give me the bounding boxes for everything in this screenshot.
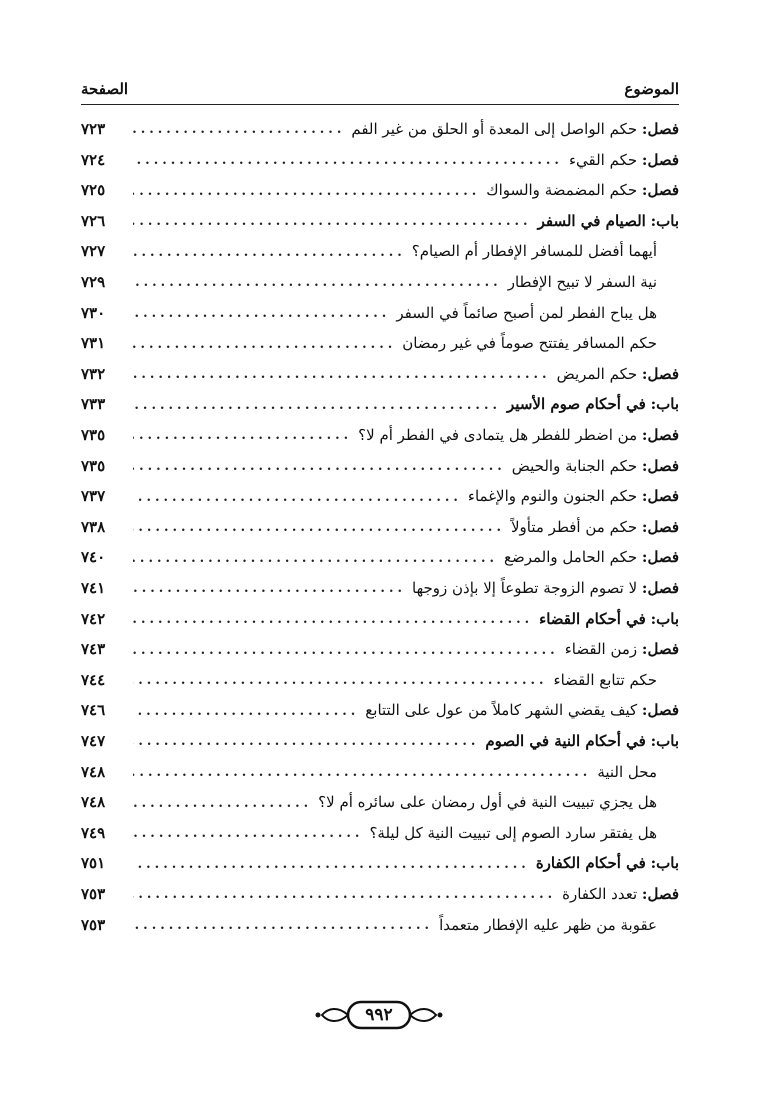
toc-entry-text: حكم المضمضة والسواك bbox=[486, 181, 638, 200]
dot-leader bbox=[133, 673, 548, 689]
toc-entry bbox=[81, 787, 679, 811]
dot-leader bbox=[133, 704, 359, 720]
toc-entry-title bbox=[345, 120, 679, 138]
toc-entry-text: هل يجزي تبييت النية في أول رمضان على سائره أم لا؟ bbox=[318, 793, 657, 812]
toc-entry-text: هل يفتقر سارد الصوم إلى تبييت النية كل ليلة؟ bbox=[369, 823, 657, 842]
toc-entry-page: ٧٢٥ bbox=[81, 181, 106, 200]
toc-entry-text: حكم من أفطر متأولاً bbox=[510, 517, 638, 536]
toc-entry bbox=[81, 298, 679, 322]
toc-entry bbox=[81, 481, 679, 505]
dot-leader bbox=[133, 428, 352, 444]
toc-entry-text: أيهما أفضل للمسافر الإفطار أم الصيام؟ bbox=[411, 242, 657, 261]
dot-leader bbox=[133, 826, 363, 842]
toc-entry bbox=[81, 910, 679, 934]
dot-leader bbox=[133, 337, 396, 353]
toc-entry-text: تعدد الكفارة bbox=[562, 885, 638, 903]
toc-entry-text: حكم الواصل إلى المعدة أو الحلق من غير الفم bbox=[351, 120, 638, 138]
dot-leader bbox=[133, 765, 591, 781]
toc-entry bbox=[81, 512, 679, 536]
toc-entry-title bbox=[533, 610, 679, 628]
toc-entry-label: فصل: bbox=[641, 885, 679, 903]
dot-leader bbox=[133, 275, 502, 291]
toc-entry-title bbox=[396, 334, 679, 352]
toc-entry-label: باب: bbox=[650, 395, 679, 414]
toc-entry-label: فصل: bbox=[641, 701, 679, 720]
toc-entry-title bbox=[559, 640, 679, 658]
toc-entry-label: باب: bbox=[650, 609, 679, 628]
toc-entry-text: في أحكام الكفارة bbox=[535, 854, 646, 873]
toc-entry-page: ٧٤٦ bbox=[81, 701, 106, 720]
toc-entry-text: حكم القيء bbox=[568, 150, 638, 169]
toc-entry-page: ٧٢٤ bbox=[81, 150, 106, 169]
dot-leader bbox=[133, 857, 530, 873]
toc-entry-title bbox=[498, 548, 679, 566]
dot-leader bbox=[133, 184, 480, 200]
dot-leader bbox=[133, 490, 462, 506]
toc-entry-text: حكم الجنون والنوم والإغماء bbox=[467, 487, 638, 506]
toc-entry-title bbox=[480, 181, 679, 199]
dot-leader bbox=[133, 643, 559, 659]
toc-entry-label: فصل: bbox=[641, 579, 679, 597]
toc-entry-text: زمن القضاء bbox=[564, 640, 638, 659]
toc-entry-page: ٧٥٣ bbox=[81, 915, 106, 934]
toc-entry bbox=[81, 389, 679, 413]
toc-entry-page: ٧٤٩ bbox=[81, 823, 106, 842]
toc-entry-page: ٧٥١ bbox=[81, 854, 106, 873]
toc-entry-page: ٧٤٧ bbox=[81, 732, 106, 750]
toc-entry-label: فصل: bbox=[641, 517, 679, 536]
toc-entry bbox=[81, 818, 679, 842]
toc-entry-text: حكم المريض bbox=[556, 364, 638, 383]
toc-entry bbox=[81, 145, 679, 169]
toc-entry-title bbox=[505, 518, 679, 536]
toc-entry-label: باب: bbox=[650, 854, 679, 873]
toc-entry-title bbox=[530, 854, 679, 872]
toc-entry-label: فصل: bbox=[641, 456, 679, 475]
toc-entry-page: ٧٣٣ bbox=[81, 395, 106, 414]
toc-entry-page: ٧٤٤ bbox=[81, 670, 106, 689]
dot-leader bbox=[133, 153, 563, 169]
toc-entry-text: حكم تتابع القضاء bbox=[553, 670, 657, 689]
toc-entry-title bbox=[433, 916, 679, 934]
toc-entry bbox=[81, 695, 679, 719]
toc-entry-title bbox=[462, 487, 679, 505]
toc-header bbox=[81, 78, 679, 102]
toc-entry bbox=[81, 175, 679, 199]
toc-entry-label: فصل: bbox=[641, 426, 679, 444]
toc-entry-title bbox=[352, 426, 679, 444]
toc-entry-text: في أحكام القضاء bbox=[539, 609, 646, 628]
toc-entry bbox=[81, 879, 679, 903]
dot-leader bbox=[133, 459, 506, 475]
toc-entry-page: ٧٤٨ bbox=[81, 793, 106, 812]
toc-entry bbox=[81, 359, 679, 383]
toc-entry-text: حكم الجنابة والحيض bbox=[511, 456, 638, 475]
toc-entry-title bbox=[406, 242, 679, 260]
toc-entry-page: ٧٢٣ bbox=[81, 120, 106, 138]
toc-entry-label: فصل: bbox=[641, 640, 679, 659]
toc-entry-page: ٧٣١ bbox=[81, 334, 106, 353]
toc-entry bbox=[81, 542, 679, 566]
dot-leader bbox=[133, 734, 479, 750]
dot-leader bbox=[133, 581, 406, 597]
toc-entry bbox=[81, 757, 679, 781]
toc-entry-page: ٧٣٨ bbox=[81, 517, 106, 536]
toc-entry-title bbox=[532, 212, 679, 230]
toc-entry-text: محل النية bbox=[597, 762, 657, 781]
toc-entry-page: ٧٣٧ bbox=[81, 487, 106, 506]
toc-entry-label: فصل: bbox=[641, 150, 679, 169]
toc-entry-text: عقوبة من ظهر عليه الإفطار متعمداً bbox=[439, 915, 657, 934]
toc-entry-page: ٧٤٨ bbox=[81, 762, 106, 781]
dot-leader bbox=[133, 551, 498, 567]
toc-entry bbox=[81, 236, 679, 260]
page-number: ٩٩٢ bbox=[365, 1005, 393, 1025]
toc-entry-page: ٧٢٩ bbox=[81, 273, 106, 291]
toc-entry-title bbox=[359, 701, 679, 719]
toc-entry-text: الصيام في السفر bbox=[537, 211, 646, 230]
toc-entry-title bbox=[556, 885, 679, 903]
page-number-ornament bbox=[0, 996, 759, 1036]
toc-entry-title bbox=[563, 151, 679, 169]
page-column-heading: الصفحة bbox=[81, 80, 129, 98]
dot-leader bbox=[133, 612, 533, 628]
dot-leader bbox=[133, 398, 501, 414]
toc-entry-label: باب: bbox=[650, 732, 679, 750]
toc-entry-text: لا تصوم الزوجة تطوعاً إلا بإذن زوجها bbox=[412, 579, 638, 597]
dot-leader bbox=[133, 122, 345, 138]
toc-entry-text: في أحكام صوم الأسير bbox=[507, 395, 646, 414]
toc-entry bbox=[81, 634, 679, 658]
toc-entry-text: من اضطر للفطر هل يتمادى في الفطر أم لا؟ bbox=[358, 426, 638, 444]
toc-entry bbox=[81, 267, 679, 291]
toc-entry-text: هل يباح الفطر لمن أصبح صائماً في السفر bbox=[396, 303, 657, 322]
toc-entry-page: ٧٣٢ bbox=[81, 364, 106, 383]
toc-entry-page: ٧٤٠ bbox=[81, 548, 106, 567]
toc-entry-title bbox=[479, 732, 679, 750]
header-rule bbox=[81, 104, 679, 105]
dot-leader bbox=[133, 520, 505, 536]
toc-entry bbox=[81, 114, 679, 138]
toc-entry-page: ٧٣٥ bbox=[81, 456, 106, 475]
toc-entry bbox=[81, 604, 679, 628]
toc-entry-title bbox=[406, 579, 679, 597]
toc-entry-title bbox=[501, 395, 679, 413]
toc-entry bbox=[81, 665, 679, 689]
toc-entry-title bbox=[551, 365, 679, 383]
toc-entry-title bbox=[363, 824, 679, 842]
dot-leader bbox=[133, 245, 406, 261]
toc-entry bbox=[81, 206, 679, 230]
toc-entry-text: حكم المسافر يفتتح صوماً في غير رمضان bbox=[402, 334, 657, 353]
toc-entry-text: في أحكام النية في الصوم bbox=[485, 732, 646, 750]
toc-entry-label: باب: bbox=[650, 211, 679, 230]
toc-entry-label: فصل: bbox=[641, 120, 679, 138]
dot-leader bbox=[133, 887, 556, 903]
toc-entry-title bbox=[591, 763, 679, 781]
toc-entry-label: فصل: bbox=[641, 364, 679, 383]
dot-leader bbox=[133, 306, 390, 322]
toc-entry bbox=[81, 573, 679, 597]
toc-entry bbox=[81, 420, 679, 444]
toc-entry-title bbox=[312, 793, 679, 811]
toc-entry-label: فصل: bbox=[641, 181, 679, 200]
toc-entry-page: ٧٤٢ bbox=[81, 609, 106, 628]
toc-entry-page: ٧٢٦ bbox=[81, 211, 106, 230]
dot-leader bbox=[133, 214, 532, 230]
toc-entry bbox=[81, 726, 679, 750]
toc-entry-page: ٧٥٣ bbox=[81, 885, 106, 903]
toc-entry-page: ٧٤٣ bbox=[81, 640, 106, 659]
toc-entry-title bbox=[502, 273, 679, 291]
toc-entry-page: ٧٤١ bbox=[81, 579, 106, 597]
toc-entry bbox=[81, 848, 679, 872]
toc-entry-text: نية السفر لا تبيح الإفطار bbox=[507, 273, 657, 291]
toc-entry-text: كيف يقضي الشهر كاملاً من عول على التتابع bbox=[365, 701, 638, 720]
dot-leader bbox=[133, 367, 551, 383]
toc-entry-page: ٧٣٠ bbox=[81, 303, 106, 322]
toc-entry bbox=[81, 451, 679, 475]
dot-leader bbox=[133, 796, 312, 812]
topic-column-heading: الموضوع bbox=[624, 80, 679, 98]
toc-entry bbox=[81, 328, 679, 352]
toc-entry-page: ٧٢٧ bbox=[81, 242, 106, 261]
toc-entry-title bbox=[506, 457, 679, 475]
toc-entry-label: فصل: bbox=[641, 548, 679, 567]
toc-entry-text: حكم الحامل والمرضع bbox=[504, 548, 638, 567]
toc-entry-label: فصل: bbox=[641, 487, 679, 506]
toc-entry-title bbox=[548, 671, 679, 689]
toc-entry-page: ٧٣٥ bbox=[81, 426, 106, 444]
dot-leader bbox=[133, 918, 433, 934]
toc-entry-title bbox=[390, 304, 679, 322]
